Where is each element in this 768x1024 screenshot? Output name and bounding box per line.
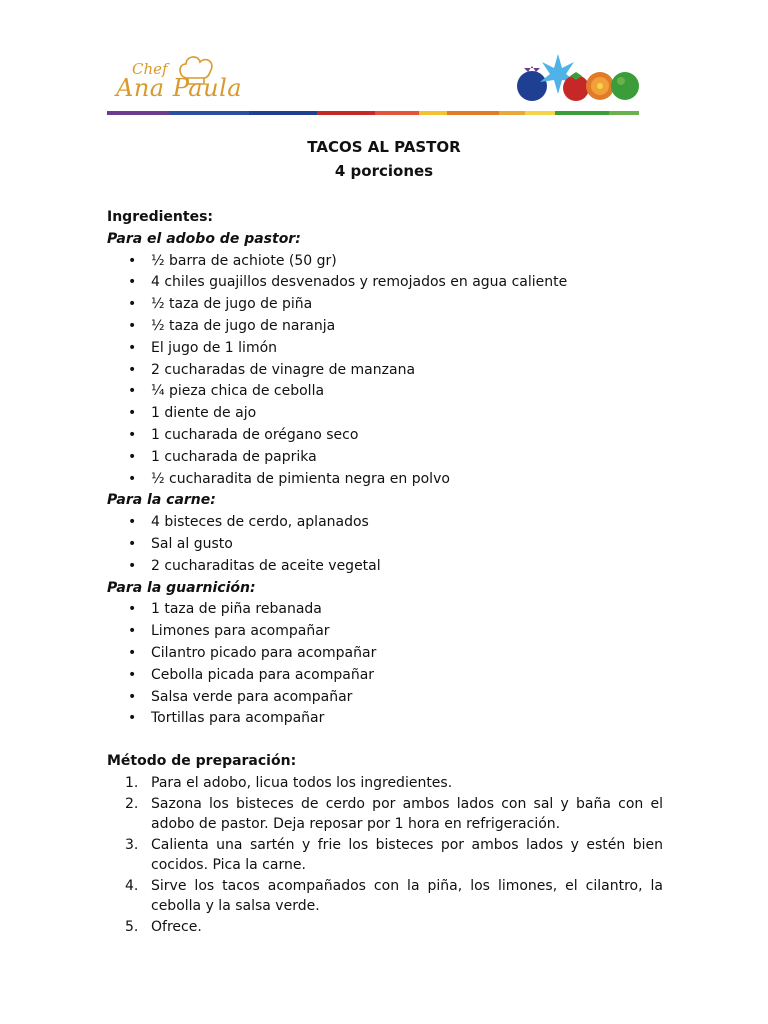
method-heading: Método de preparación:: [107, 753, 297, 770]
method-step: [107, 917, 663, 938]
step-number: 3.: [125, 836, 139, 853]
chef-ana-paula-logo: [110, 52, 260, 104]
stripe-segment: [555, 111, 609, 115]
ingredient-item: • Cilantro picado para acompañar: [107, 643, 663, 665]
ingredient-list-carne: [107, 512, 663, 577]
stripe-segment: [419, 111, 447, 115]
ingredient-item: • ½ cucharadita de pimienta negra en polvo: [107, 469, 663, 491]
logo-chef-text: Chef: [132, 60, 168, 78]
step-number: 4.: [125, 877, 139, 894]
ingredients-heading: Ingredientes:: [107, 209, 213, 225]
ingredient-item: • ½ taza de jugo de piña: [107, 294, 663, 316]
ingredient-item: • 2 cucharaditas de aceite vegetal: [107, 556, 663, 578]
stripe-segment: [499, 111, 525, 115]
ingredient-item: • 1 diente de ajo: [107, 403, 663, 425]
vegetables-logo-icon: [510, 50, 642, 106]
stripe-segment: [317, 111, 375, 115]
recipe-title: TACOS AL PASTOR: [307, 138, 461, 156]
step-text: Ofrece.: [151, 919, 202, 936]
step-number: 2.: [125, 795, 139, 812]
stripe-segment: [609, 111, 639, 115]
ingredient-item: • ¼ pieza chica de cebolla: [107, 381, 663, 403]
ingredient-item: • 4 bisteces de cerdo, aplanados: [107, 512, 663, 534]
stripe-segment: [107, 111, 169, 115]
ingredient-item: • Salsa verde para acompañar: [107, 687, 663, 709]
ingredient-item: • ½ taza de jugo de naranja: [107, 316, 663, 338]
stripe-segment: [169, 111, 249, 115]
stripe-segment: [375, 111, 419, 115]
ingredient-item: • 1 taza de piña rebanada: [107, 599, 663, 621]
step-number: 1.: [125, 774, 139, 791]
color-stripe: [107, 111, 639, 115]
method-step: [107, 835, 663, 876]
ingredient-item: • 4 chiles guajillos desvenados y remojados en agua caliente: [107, 272, 663, 294]
ingredient-item: • Cebolla picada para acompañar: [107, 665, 663, 687]
method-step: [107, 794, 663, 835]
recipe-content: [107, 207, 663, 938]
group-title: Para el adobo de pastor:: [107, 230, 301, 247]
stripe-segment: [525, 111, 555, 115]
step-text: Para el adobo, licua todos los ingredientes.: [151, 774, 453, 791]
ingredient-list-guarnicion: [107, 599, 663, 730]
group-title: Para la carne:: [107, 492, 216, 509]
logo-name-text: Ana Paula: [116, 74, 243, 102]
ingredient-list-adobo: [107, 251, 663, 491]
ingredient-item: • Limones para acompañar: [107, 621, 663, 643]
ingredient-item: • 1 cucharada de paprika: [107, 447, 663, 469]
ingredient-item: • 1 cucharada de orégano seco: [107, 425, 663, 447]
ingredient-item: • ½ barra de achiote (50 gr): [107, 251, 663, 273]
ingredient-item: • El jugo de 1 limón: [107, 338, 663, 360]
method-step: [107, 876, 663, 917]
section-spacer: [107, 730, 663, 751]
ingredient-item: • 2 cucharadas de vinagre de manzana: [107, 360, 663, 382]
group-title: Para la guarnición:: [107, 579, 256, 596]
stripe-segment: [249, 111, 317, 115]
stripe-segment: [447, 111, 499, 115]
ingredient-item: • Sal al gusto: [107, 534, 663, 556]
method-steps: [107, 773, 663, 938]
method-step: [107, 773, 663, 794]
step-number: 5.: [125, 919, 139, 936]
step-text: Sazona los bisteces de cerdo por ambos lados con sal y baña con el adobo de pastor. Deja reposar por 1 hora en refrigeración.: [151, 795, 663, 833]
recipe-servings: 4 porciones: [334, 162, 434, 180]
ingredient-item: • Tortillas para acompañar: [107, 708, 663, 730]
step-text: Sirve los tacos acompañados con la piña, los limones, el cilantro, la cebolla y la salsa verde.: [151, 877, 663, 915]
step-text: Calienta una sartén y frie los bisteces por ambos lados y estén bien cocidos. Pica la carne.: [151, 836, 663, 874]
